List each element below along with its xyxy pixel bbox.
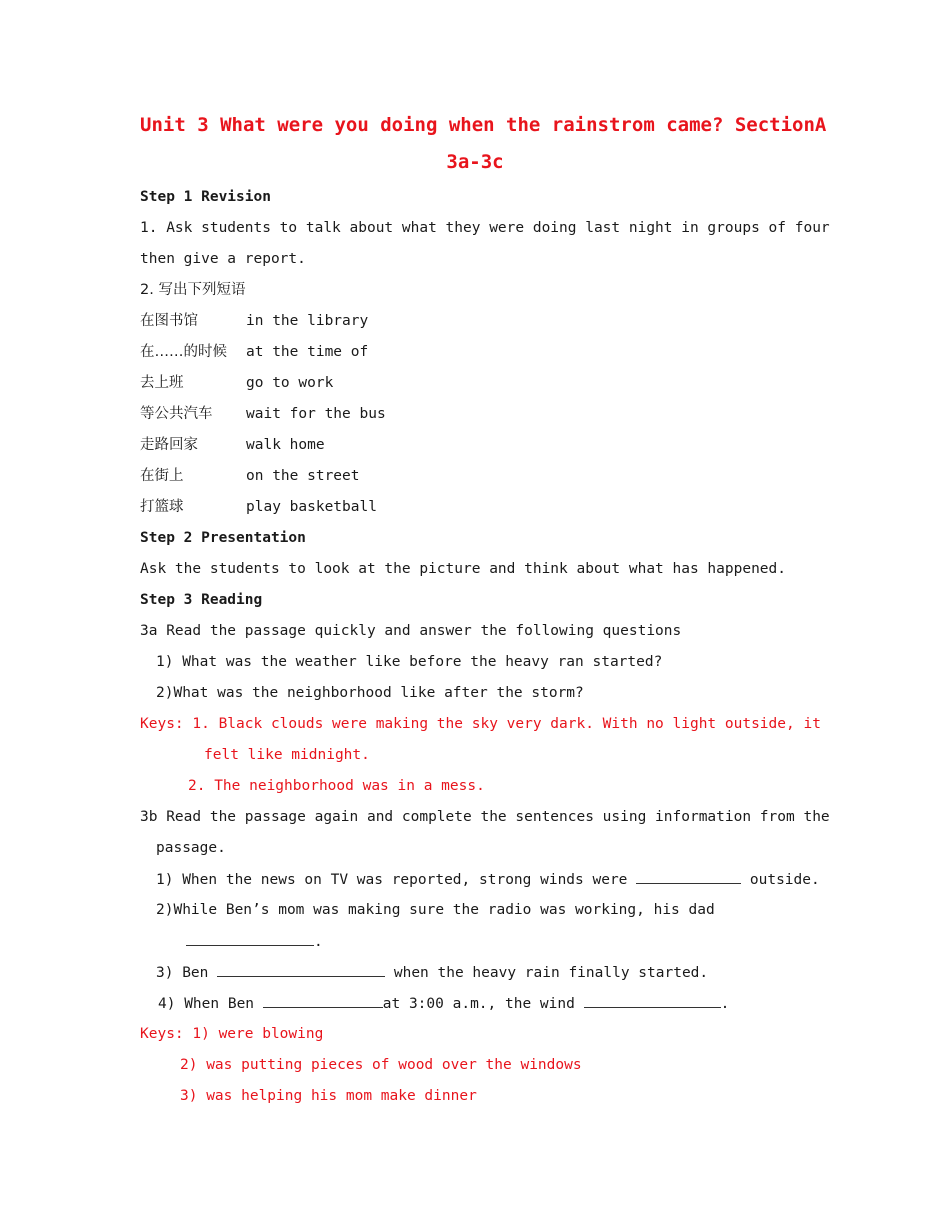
phrase-row <box>140 466 360 486</box>
keys-3b-line2: 2) was putting pieces of wood over the windows <box>180 1057 582 1073</box>
step2-text: Ask the students to look at the picture and think about what has happened. <box>140 561 787 577</box>
blank-line[interactable] <box>263 993 383 1008</box>
phrase-en: wait for the bus <box>246 406 386 422</box>
keys-3b-line3: 3) was helping his mom make dinner <box>180 1088 477 1104</box>
question-1: 1) What was the weather like before the heavy ran started? <box>156 654 663 670</box>
phrase-row <box>140 404 386 424</box>
phrase-en: go to work <box>246 375 334 391</box>
keys-3a-line3: 2. The neighborhood was in a mess. <box>188 778 485 794</box>
step3-heading: Step 3 Reading <box>140 592 263 608</box>
blank-line[interactable] <box>636 869 741 884</box>
title-line-1: Unit 3 What were you doing when the rainstrom came? SectionA <box>140 114 827 136</box>
phrase-row <box>140 497 377 517</box>
phrase-row <box>140 311 368 331</box>
phrase-cn: 在图书馆 <box>140 313 198 329</box>
step1-item1-line2: then give a report. <box>140 251 306 267</box>
phrase-row <box>140 342 368 362</box>
blank-line[interactable] <box>217 962 385 977</box>
blank-line[interactable] <box>186 931 314 946</box>
phrase-cn: 去上班 <box>140 375 184 391</box>
sentence-1: 1) When the news on TV was reported, strong winds were outside. <box>156 869 820 890</box>
phrase-en: play basketball <box>246 499 377 515</box>
task-3b-line2: passage. <box>156 840 226 856</box>
phrase-cn: 在街上 <box>140 468 184 484</box>
step1-item2: 2. 写出下列短语 <box>140 282 246 298</box>
sentence-4: 4) When Ben at 3:00 a.m., the wind . <box>158 993 729 1014</box>
step1-heading: Step 1 Revision <box>140 189 271 205</box>
phrase-cn: 等公共汽车 <box>140 406 213 422</box>
blank-line[interactable] <box>584 993 721 1008</box>
step1-item1-line1: 1. Ask students to talk about what they were doing last night in groups of four <box>140 220 830 236</box>
question-2: 2)What was the neighborhood like after the storm? <box>156 685 584 701</box>
step2-heading: Step 2 Presentation <box>140 530 306 546</box>
task-3b-line1: 3b Read the passage again and complete the sentences using information from the <box>140 809 830 825</box>
phrase-en: on the street <box>246 468 360 484</box>
phrase-en: at the time of <box>246 344 369 360</box>
phrase-cn: 走路回家 <box>140 437 198 453</box>
keys-3b-line1: Keys: 1) were blowing <box>140 1026 324 1042</box>
sentence-2: 2)While Ben’s mom was making sure the radio was working, his dad <box>156 902 715 918</box>
phrase-cn: 在……的时候 <box>140 344 227 360</box>
phrase-cn: 打篮球 <box>140 499 184 515</box>
title-line-2: 3a-3c <box>446 151 504 173</box>
task-3a: 3a Read the passage quickly and answer the following questions <box>140 623 682 639</box>
phrase-row <box>140 435 325 455</box>
sentence-3: 3) Ben when the heavy rain finally started. <box>156 962 708 983</box>
keys-3a-line2: felt like midnight. <box>204 747 370 763</box>
phrase-en: walk home <box>246 437 325 453</box>
sentence-2-blank-line: . <box>186 931 323 952</box>
phrase-row <box>140 373 333 393</box>
keys-3a-line1: Keys: 1. Black clouds were making the sky very dark. With no light outside, it <box>140 716 821 732</box>
phrase-en: in the library <box>246 313 369 329</box>
